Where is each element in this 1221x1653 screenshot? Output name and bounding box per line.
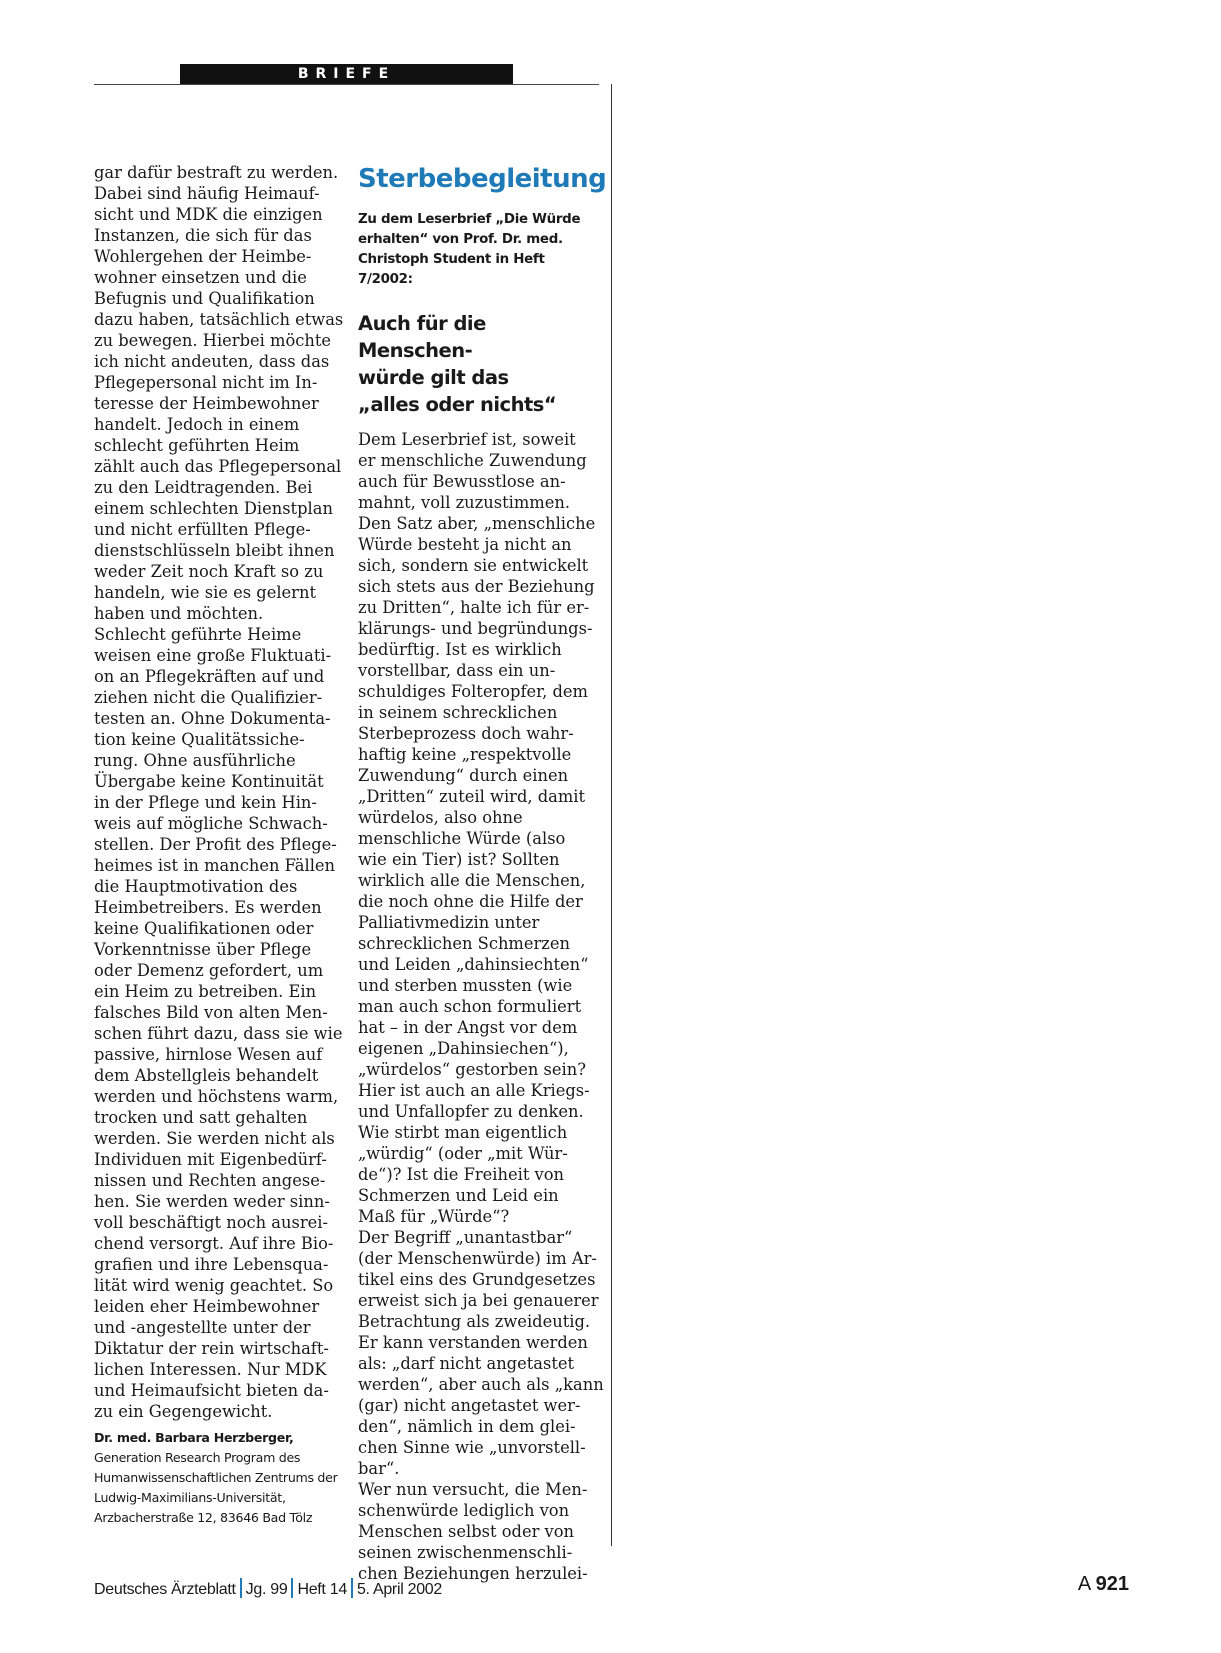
text-line: Wer nun versucht, die Men- [358,1480,588,1499]
text-line: erweist sich ja bei genauerer [358,1291,599,1310]
text-line: de“)? Ist die Freiheit von [358,1165,565,1184]
journal-volume: Jg. 99 [245,1581,288,1598]
text-line: ein Heim zu betreiben. Ein [94,982,317,1001]
text-line: vorstellbar, dass ein un- [358,661,556,680]
text-line: mahnt, voll zuzustimmen. [358,493,571,512]
text-line: „würdig“ (oder „mit Wür- [358,1144,568,1163]
text-line: Individuen mit Eigenbedürf- [94,1150,327,1169]
text-line: chen Sinne wie „unvorstell- [358,1438,586,1457]
text-line: Maß für „Würde“? [358,1207,510,1226]
text-line: handelt. Jedoch in einem [94,415,300,434]
text-line: dienstschlüsseln bleibt ihnen [94,541,335,560]
text-line: passive, hirnlose Wesen auf [94,1045,323,1064]
text-line: Heimbetreibers. Es werden [94,898,322,917]
text-line: die noch ohne die Hilfe der [358,892,583,911]
text-line: Wohlergehen der Heimbe- [94,247,312,266]
text-line: Schmerzen und Leid ein [358,1186,559,1205]
text-line: (der Menschenwürde) im Ar- [358,1249,597,1268]
text-line: menschliche Würde (also [358,829,566,848]
text-line: ich nicht andeuten, dass das [94,352,330,371]
text-line: Menschen selbst oder von [358,1522,575,1541]
page-number [1078,1573,1129,1596]
text-line: Diktatur der rein wirtschaft- [94,1339,329,1358]
text-line: als: „darf nicht angetastet [358,1354,575,1373]
text-line: werden. Sie werden nicht als [94,1129,335,1148]
journal-issue: Heft 14 [297,1581,347,1598]
signature-line: Arzbacherstraße 12, 83646 Bad Tölz [94,1510,313,1525]
text-line: zu Dritten“, halte ich für er- [358,598,590,617]
letter-reference [358,210,603,290]
text-line: Zuwendung“ durch einen [358,766,569,785]
headline-line: „alles oder nichts“ [358,393,557,416]
text-line: würdelos, also ohne [358,808,523,827]
left-column-body [94,162,344,1422]
text-line: bar“. [358,1459,400,1478]
text-line: grafien und ihre Lebensqua- [94,1255,329,1274]
text-line: voll beschäftigt noch ausrei- [94,1213,328,1232]
text-line: stellen. Der Profit des Pflege- [94,835,337,854]
footer [94,1578,442,1599]
text-line: schen führt dazu, dass sie wie [94,1024,343,1043]
journal-name: Deutsches Ärzteblatt [94,1581,236,1598]
text-line: falsches Bild von alten Men- [94,1003,328,1022]
text-line: weis auf mögliche Schwach- [94,814,328,833]
headline-line: Auch für die Menschen- [358,312,486,362]
text-line: schlecht geführten Heim [94,436,300,455]
signature [94,1428,338,1528]
headline-line: würde gilt das [358,366,509,389]
text-line: Übergabe keine Kontinuität [94,772,324,791]
text-line: Vorkenntnisse über Pflege [94,940,312,959]
text-line: lität wird wenig geachtet. So [94,1276,334,1295]
text-line: trocken und satt gehalten [94,1108,308,1127]
text-line: Schlecht geführte Heime [94,625,302,644]
text-line: tion keine Qualitätssiche- [94,730,305,749]
text-line: (gar) nicht angetastet wer- [358,1396,581,1415]
text-line: Den Satz aber, „menschliche [358,514,596,533]
text-line: und sterben mussten (wie [358,976,573,995]
reference-line: Zu dem Leserbrief „Die Würde [358,212,581,227]
text-line: handeln, wie sie es gelernt [94,583,316,602]
text-line: Palliativmedizin unter [358,913,540,932]
text-line: Sterbeprozess doch wahr- [358,724,574,743]
text-line: bedürftig. Ist es wirklich [358,640,562,659]
text-line: rung. Ohne ausführliche [94,751,296,770]
text-line: schrecklichen Schmerzen [358,934,570,953]
text-line: seinen zwischenmenschli- [358,1543,573,1562]
text-line: schenwürde lediglich von [358,1501,570,1520]
text-line: und Heimaufsicht bieten da- [94,1381,329,1400]
text-line: on an Pflegekräften auf und [94,667,325,686]
text-line: haftig keine „respektvolle [358,745,572,764]
signature-line: Humanwissenschaftlichen Zentrums der [94,1470,338,1485]
text-line: wie ein Tier) ist? Sollten [358,850,560,869]
text-line: sich, sondern sie entwickelt [358,556,589,575]
text-line: werden“, aber auch als „kann [358,1375,604,1394]
text-line: haben und möchten. [94,604,264,623]
text-line: chen Beziehungen herzulei- [358,1564,588,1583]
signature-name: Dr. med. Barbara Herzberger, [94,1430,294,1445]
text-line: chend versorgt. Auf ihre Bio- [94,1234,334,1253]
text-line: Dabei sind häufig Heimauf- [94,184,320,203]
text-line: hen. Sie werden weder sinn- [94,1192,330,1211]
page-number-value: 921 [1095,1573,1129,1595]
left-column [94,162,344,1528]
text-line: Würde besteht ja nicht an [358,535,572,554]
right-column [358,162,607,1584]
text-line: und Unfallopfer zu denken. [358,1102,584,1121]
text-line: weisen eine große Fluktuati- [94,646,332,665]
text-line: zu den Leidtragenden. Bei [94,478,313,497]
text-line: wirklich alle die Menschen, [358,871,586,890]
page-prefix: A [1077,1573,1091,1595]
text-line: „würdelos“ gestorben sein? [358,1060,586,1079]
reference-line: Christoph Student in Heft 7/2002: [358,252,545,287]
section-label: BRIEFE [180,64,513,85]
signature-line: Generation Research Program des [94,1450,301,1465]
text-line: Dem Leserbrief ist, soweit [358,430,576,449]
right-column-body [358,429,603,1584]
reference-line: erhalten“ von Prof. Dr. med. [358,232,563,247]
text-line: in der Pflege und kein Hin- [94,793,317,812]
text-line: den“, nämlich in dem glei- [358,1417,576,1436]
text-line: sicht und MDK die einzigen [94,205,323,224]
text-line: ziehen nicht die Qualifizier- [94,688,323,707]
text-line: Der Begriff „unantastbar“ [358,1228,573,1247]
footer-separator [240,1578,242,1598]
column-divider [611,84,612,1546]
section-title: Sterbebegleitung [358,164,607,194]
text-line: die Hauptmotivation des [94,877,298,896]
text-line: nissen und Rechten angese- [94,1171,326,1190]
text-line: schuldiges Folteropfer, dem [358,682,588,701]
text-line: Befugnis und Qualifikation [94,289,315,308]
text-line: zu bewegen. Hierbei möchte [94,331,332,350]
text-line: testen an. Ohne Dokumenta- [94,709,331,728]
text-line: gar dafür bestraft zu werden. [94,163,339,182]
text-line: weder Zeit noch Kraft so zu [94,562,324,581]
text-line: man auch schon formuliert [358,997,582,1016]
text-line: eigenen „Dahinsiechen“), [358,1039,569,1058]
text-line: Betrachtung als zweideutig. [358,1312,591,1331]
footer-separator [351,1578,353,1598]
text-line: und nicht erfüllten Pflege- [94,520,311,539]
text-line: Pflegepersonal nicht im In- [94,373,318,392]
text-line: hat – in der Angst vor dem [358,1018,578,1037]
text-line: tikel eins des Grundgesetzes [358,1270,596,1289]
text-line: Instanzen, die sich für das [94,226,312,245]
text-line: zählt auch das Pflegepersonal [94,457,342,476]
text-line: er menschliche Zuwendung [358,451,587,470]
letter-headline [358,310,603,418]
text-line: teresse der Heimbewohner [94,394,319,413]
text-line: dazu haben, tatsächlich etwas [94,310,344,329]
text-line: keine Qualifikationen oder [94,919,314,938]
text-line: oder Demenz gefordert, um [94,961,324,980]
text-line: dem Abstellgleis behandelt [94,1066,319,1085]
header-rule [94,84,599,85]
text-line: werden und höchstens warm, [94,1087,339,1106]
text-line: leiden eher Heimbewohner [94,1297,320,1316]
text-line: Er kann verstanden werden [358,1333,588,1352]
text-line: Wie stirbt man eigentlich [358,1123,568,1142]
text-line: zu ein Gegengewicht. [94,1402,273,1421]
text-line: Hier ist auch an alle Kriegs- [358,1081,590,1100]
footer-separator [291,1578,293,1598]
text-line: heimes ist in manchen Fällen [94,856,336,875]
signature-line: Ludwig-Maximilians-Universität, [94,1490,286,1505]
text-line: sich stets aus der Beziehung [358,577,595,596]
text-line: einem schlechten Dienstplan [94,499,333,518]
text-line: klärungs- und begründungs- [358,619,593,638]
text-line: „Dritten“ zuteil wird, damit [358,787,586,806]
text-line: und -angestellte unter der [94,1318,311,1337]
text-line: und Leiden „dahinsiechten“ [358,955,589,974]
text-line: lichen Interessen. Nur MDK [94,1360,327,1379]
text-line: in seinem schrecklichen [358,703,558,722]
text-line: wohner einsetzen und die [94,268,307,287]
journal-date: 5. April 2002 [356,1581,442,1598]
text-line: auch für Bewusstlose an- [358,472,566,491]
